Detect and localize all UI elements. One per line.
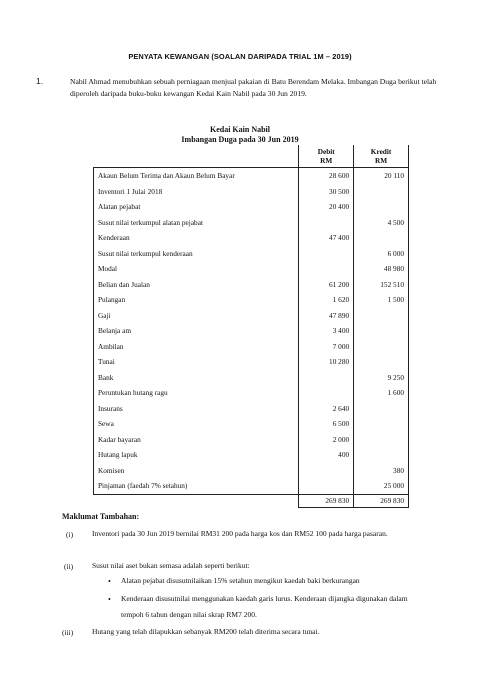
account-name: Peruntukan hutang ragu: [94, 385, 299, 401]
account-name: Susut nilai terkumpul kenderaan: [94, 246, 299, 262]
info-bullet-text: Alatan pejabat disusutnilaikan 15% setahun mengikut kaedah baki berkurangan: [121, 576, 360, 585]
header-debit-unit: RM: [320, 156, 333, 165]
table-row: [94, 463, 409, 479]
account-name: Susut nilai terkumpul alatan pejabat: [94, 215, 299, 231]
kredit-value: [354, 447, 409, 463]
table-row: [94, 478, 409, 494]
debit-value: [299, 370, 354, 386]
info-item-number: (i): [66, 530, 74, 539]
kredit-value: [354, 230, 409, 246]
kredit-value: 380: [354, 463, 409, 479]
total-label-cell: [94, 494, 299, 507]
trial-balance-table: [93, 145, 409, 508]
account-name: Kadar bayaran: [94, 432, 299, 448]
debit-value: 47 890: [299, 308, 354, 324]
debit-value: 3 400: [299, 323, 354, 339]
kredit-value: 152 510: [354, 277, 409, 293]
account-name: Sewa: [94, 416, 299, 432]
question-number: 1.: [36, 76, 44, 86]
table-row: [94, 168, 409, 184]
debit-value: 6 500: [299, 416, 354, 432]
account-name: Modal: [94, 261, 299, 277]
debit-value: 2 000: [299, 432, 354, 448]
table-row: [94, 199, 409, 215]
kredit-value: [354, 354, 409, 370]
kredit-value: [354, 401, 409, 417]
header-kredit: [354, 145, 409, 168]
table-row: [94, 370, 409, 386]
table-row: [94, 215, 409, 231]
bullet-icon: •: [108, 577, 111, 586]
header-debit-label: Debit: [317, 147, 335, 156]
kredit-value: [354, 308, 409, 324]
table-row: [94, 292, 409, 308]
table-row: [94, 246, 409, 262]
table-row: [94, 308, 409, 324]
kredit-value: 20 110: [354, 168, 409, 184]
kredit-value: 6 000: [354, 246, 409, 262]
table-row: [94, 261, 409, 277]
header-debit: [299, 145, 354, 168]
table-row: [94, 432, 409, 448]
debit-value: 61 200: [299, 277, 354, 293]
debit-value: [299, 478, 354, 494]
account-name: Bank: [94, 370, 299, 386]
table-row: [94, 339, 409, 355]
info-item-number: (iii): [62, 628, 74, 637]
account-name: Belian dan Jualan: [94, 277, 299, 293]
account-name: Akaun Belum Terima dan Akaun Belum Bayar: [94, 168, 299, 184]
info-item-text: Hutang yang telah dilapukkan sebanyak RM200 telah diterima secara tunai.: [92, 627, 320, 636]
debit-value: 400: [299, 447, 354, 463]
total-debit: 269 830: [299, 494, 354, 507]
total-row: [94, 494, 409, 507]
table-row: [94, 277, 409, 293]
debit-value: [299, 385, 354, 401]
table-caption-title: Imbangan Duga pada 30 Jun 2019: [181, 135, 299, 144]
account-name: Belanja am: [94, 323, 299, 339]
kredit-value: [354, 323, 409, 339]
account-name: Hutang lapuk: [94, 447, 299, 463]
table-row: [94, 230, 409, 246]
info-bullet-text: Kenderaan disusutnilai menggunakan kaedah garis lurus. Kenderaan dijangka digunakan dalam tempoh 6 tahun dengan nilai skrap RM7 200.: [121, 594, 408, 619]
account-name: Insurans: [94, 401, 299, 417]
account-name: Pinjaman (faedah 7% setahun): [94, 478, 299, 494]
account-name: Pulangan: [94, 292, 299, 308]
account-name: Gaji: [94, 308, 299, 324]
table-row: [94, 323, 409, 339]
debit-value: 2 640: [299, 401, 354, 417]
table-row: [94, 447, 409, 463]
table-row: [94, 401, 409, 417]
table-caption-company: Kedai Kain Nabil: [209, 125, 270, 134]
info-item-number: (ii): [64, 562, 74, 571]
kredit-value: 4 500: [354, 215, 409, 231]
debit-value: [299, 463, 354, 479]
debit-value: 7 000: [299, 339, 354, 355]
kredit-value: [354, 416, 409, 432]
header-kredit-unit: RM: [374, 156, 388, 165]
page-heading: PENYATA KEWANGAN (SOALAN DARIPADA TRIAL 1M – 2019): [128, 52, 352, 61]
account-name: Tunai: [94, 354, 299, 370]
kredit-value: 1 500: [354, 292, 409, 308]
bullet-icon: •: [108, 595, 111, 604]
total-kredit: 269 830: [354, 494, 409, 507]
info-item-text: Susut nilai aset bukan semasa adalah seperti berikut:: [92, 561, 250, 570]
debit-value: 1 620: [299, 292, 354, 308]
debit-value: [299, 261, 354, 277]
table-row: [94, 354, 409, 370]
account-name: Inventori 1 Julai 2018: [94, 184, 299, 200]
account-name: Komisen: [94, 463, 299, 479]
additional-info-title: Maklumat Tambahan:: [62, 512, 140, 521]
account-name: Ambilan: [94, 339, 299, 355]
question-text: Nabil Ahmad menubuhkan sebuah perniagaan menjual pakaian di Batu Berendam Melaka. Imbangan Duga berikut telah diperoleh daripada buku-buku kewangan Kedai Kain Nabil pada 30 Jun 2019.: [70, 77, 437, 98]
kredit-value: 1 600: [354, 385, 409, 401]
table-row: [94, 416, 409, 432]
info-item-text: Inventori pada 30 Jun 2019 bernilai RM31 200 pada harga kos dan RM52 100 pada harga pasaran.: [92, 529, 388, 538]
kredit-value: 25 000: [354, 478, 409, 494]
table-row: [94, 385, 409, 401]
kredit-value: [354, 184, 409, 200]
header-account: [94, 145, 299, 168]
debit-value: 47 400: [299, 230, 354, 246]
debit-value: [299, 246, 354, 262]
account-name: Kenderaan: [94, 230, 299, 246]
debit-value: 28 600: [299, 168, 354, 184]
account-name: Alatan pejabat: [94, 199, 299, 215]
kredit-value: 48 980: [354, 261, 409, 277]
debit-value: 10 280: [299, 354, 354, 370]
kredit-value: [354, 199, 409, 215]
kredit-value: [354, 339, 409, 355]
debit-value: [299, 215, 354, 231]
kredit-value: 9 250: [354, 370, 409, 386]
kredit-value: [354, 432, 409, 448]
header-kredit-label: Kredit: [370, 147, 392, 156]
table-row: [94, 184, 409, 200]
debit-value: 30 500: [299, 184, 354, 200]
debit-value: 20 400: [299, 199, 354, 215]
